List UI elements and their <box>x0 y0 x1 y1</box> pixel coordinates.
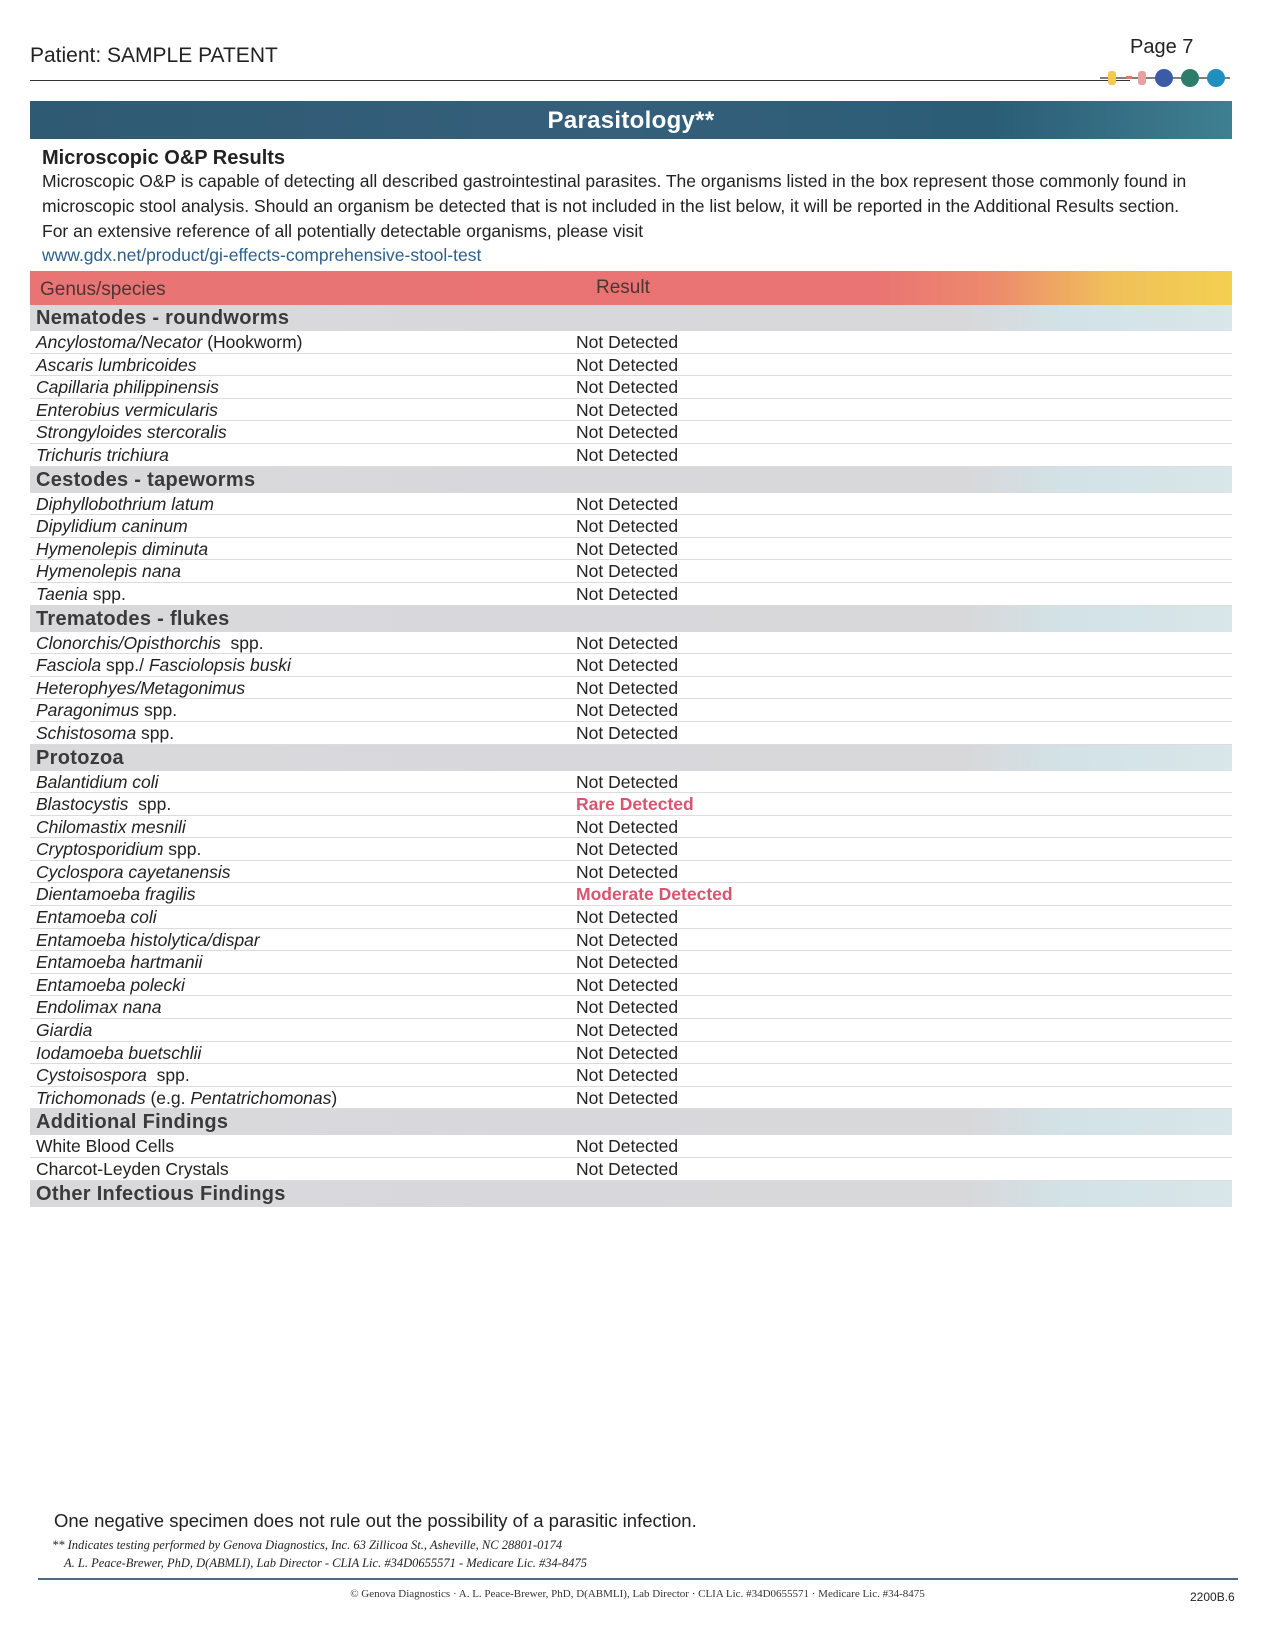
organism-name-plain: Charcot-Leyden Crystals <box>36 1159 229 1179</box>
organism-name <box>36 516 188 537</box>
category-title: Nematodes - roundworms <box>36 307 290 329</box>
organism-name-plain: spp. <box>163 839 202 860</box>
organism-name <box>36 907 157 928</box>
organism-name <box>36 997 162 1018</box>
disclaimer-note: One negative specimen does not rule out the possibility of a parasitic infection. <box>54 1510 697 1531</box>
result-value: Not Detected <box>576 493 679 514</box>
organism-name-italic: Iodamoeba buetschlii <box>36 1042 202 1063</box>
testing-note: ** Indicates testing performed by Genova Diagnostics, Inc. 63 Zillicoa St., Asheville, NC 28801-0174 <box>52 1538 563 1552</box>
genus-column-header: Genus/species <box>40 279 166 300</box>
organism-name <box>36 678 245 699</box>
result-value: Not Detected <box>576 839 679 860</box>
organism-name-italic: Entamoeba coli <box>36 907 157 928</box>
result-value: Not Detected <box>576 929 679 950</box>
category-header <box>30 305 1232 331</box>
organism-name-plain: (e.g. <box>145 1087 191 1108</box>
category-header <box>30 1181 1232 1207</box>
organism-name <box>36 1065 190 1086</box>
organism-name <box>36 355 196 376</box>
table-row <box>30 1042 1232 1065</box>
organism-name <box>36 655 291 676</box>
category-title: Additional Findings <box>36 1111 229 1134</box>
organism-name-italic: Diphyllobothrium latum <box>36 493 214 514</box>
header-divider <box>30 80 1130 81</box>
organism-name <box>36 1088 337 1109</box>
category-title: Cestodes - tapeworms <box>36 468 256 491</box>
result-value: Not Detected <box>576 516 679 537</box>
organism-name-plain: ) <box>331 1087 338 1108</box>
table-row <box>30 1064 1232 1087</box>
result-value: Not Detected <box>576 422 679 443</box>
organism-name <box>36 772 159 793</box>
table-row <box>30 583 1232 606</box>
organism-name-italic: Giardia <box>36 1020 93 1041</box>
organism-name <box>36 400 218 421</box>
category-header <box>30 606 1232 632</box>
organism-name-italic: Fasciola <box>36 655 102 676</box>
table-row <box>30 929 1232 952</box>
table-row <box>30 399 1232 422</box>
organism-name-italic: Dipylidium caninum <box>36 516 188 537</box>
result-flagged: Rare Detected <box>576 794 694 815</box>
organism-name <box>36 539 208 560</box>
organism-name-plain: spp. <box>146 1065 190 1086</box>
organism-name-italic: Trichomonads <box>36 1087 146 1108</box>
table-row <box>30 771 1232 794</box>
table-row <box>30 883 1232 906</box>
organism-name <box>36 952 202 973</box>
organism-name-plain: spp./ <box>101 655 149 676</box>
organism-name-italic: Pentatrichomonas <box>190 1087 332 1108</box>
result-value: Not Detected <box>576 861 679 882</box>
organism-name <box>36 884 196 905</box>
organism-name <box>36 930 260 951</box>
organism-name-italic: Hymenolepis diminuta <box>36 538 209 559</box>
reference-link[interactable]: www.gdx.net/product/gi-effects-comprehensive-stool-test <box>42 245 482 265</box>
page-number: Page 7 <box>1130 36 1194 58</box>
organism-name <box>36 700 177 721</box>
organism-name-plain: spp. <box>220 632 264 653</box>
result-value: Not Detected <box>576 332 679 352</box>
result-value: Not Detected <box>576 377 679 398</box>
result-value: Not Detected <box>576 354 679 375</box>
organism-name <box>36 1136 174 1157</box>
result-value: Not Detected <box>576 632 679 653</box>
organism-name <box>36 794 171 815</box>
result-flagged: Moderate Detected <box>576 884 733 905</box>
organism-name-plain: spp. <box>128 794 172 815</box>
table-row <box>30 515 1232 538</box>
organism-name-italic: Ancylostoma/Necator <box>36 332 203 352</box>
table-row <box>30 560 1232 583</box>
organism-name-italic: Enterobius vermicularis <box>36 399 218 420</box>
organism-name-italic: Hymenolepis nana <box>36 561 181 582</box>
organism-name <box>36 377 219 398</box>
table-row <box>30 793 1232 816</box>
banner-title: Parasitology** <box>547 107 715 134</box>
table-row <box>30 1158 1232 1181</box>
organism-name-plain: spp. <box>87 583 126 604</box>
genova-logo-icon <box>1100 67 1235 89</box>
table-row <box>30 951 1232 974</box>
result-value: Not Detected <box>576 974 679 995</box>
organism-name-italic: Trichuris trichiura <box>36 444 169 465</box>
organism-name-italic: Chilomastix mesnili <box>36 816 186 837</box>
table-row <box>30 861 1232 884</box>
category-title: Trematodes - flukes <box>36 607 230 630</box>
organism-name-italic: Cryptosporidium <box>36 839 164 860</box>
organism-name-italic: Schistosoma <box>36 722 137 743</box>
organism-name-italic: Cystoisospora <box>36 1065 147 1086</box>
organism-name <box>36 445 169 466</box>
organism-name <box>36 494 214 515</box>
result-value: Not Detected <box>576 997 679 1018</box>
result-value: Not Detected <box>576 771 679 792</box>
organism-name-italic: Strongyloides stercoralis <box>36 422 227 443</box>
organism-name-italic: Blastocystis <box>36 794 129 815</box>
organism-name-plain: spp. <box>139 700 178 721</box>
organism-name-italic: Entamoeba histolytica/dispar <box>36 929 260 950</box>
result-value: Not Detected <box>576 583 679 604</box>
table-header <box>30 271 1232 305</box>
result-value: Not Detected <box>576 952 679 973</box>
table-row <box>30 1135 1232 1158</box>
table-row <box>30 677 1232 700</box>
organism-name-italic: Dientamoeba fragilis <box>36 884 196 905</box>
category-header <box>30 745 1232 771</box>
organism-name-italic: Entamoeba hartmanii <box>36 952 203 973</box>
micro-title: Microscopic O&P Results <box>42 147 286 169</box>
patient-name: Patient: SAMPLE PATENT <box>30 44 278 67</box>
organism-name <box>36 723 174 744</box>
table-body <box>30 305 1232 1207</box>
result-value: Not Detected <box>576 1020 679 1041</box>
organism-name <box>36 975 185 996</box>
director-note: A. L. Peace-Brewer, PhD, D(ABMLI), Lab Director - CLIA Lic. #34D0655571 - Medicare Lic. #34-8475 <box>64 1556 587 1570</box>
organism-name-italic: Cyclospora cayetanensis <box>36 861 231 882</box>
result-value: Not Detected <box>576 722 679 743</box>
table-row <box>30 838 1232 861</box>
footer-credit: © Genova Diagnostics · A. L. Peace-Brewer, PhD, D(ABMLI), Lab Director · CLIA Lic. #34D0655571 · Medicare Lic. #34-8475 <box>350 1588 925 1600</box>
form-number: 2200B.6 <box>1190 1590 1235 1604</box>
table-row <box>30 421 1232 444</box>
organism-name <box>36 561 181 582</box>
result-value: Not Detected <box>576 677 679 698</box>
table-row <box>30 906 1232 929</box>
organism-name-italic: Taenia <box>36 583 88 604</box>
result-value: Not Detected <box>576 1065 679 1086</box>
table-row <box>30 654 1232 677</box>
table-row <box>30 376 1232 399</box>
table-row <box>30 1019 1232 1042</box>
organism-name-plain: spp. <box>136 722 175 743</box>
table-row <box>30 354 1232 377</box>
table-row <box>30 699 1232 722</box>
organism-name <box>36 633 264 654</box>
result-column-header: Result <box>596 277 650 298</box>
result-value: Not Detected <box>576 1136 679 1157</box>
organism-name <box>36 817 186 838</box>
organism-name <box>36 1159 229 1180</box>
table-row <box>30 632 1232 655</box>
result-value: Not Detected <box>576 700 679 721</box>
organism-name-italic: Fasciolopsis buski <box>148 655 291 676</box>
organism-name <box>36 862 231 883</box>
organism-name <box>36 584 126 605</box>
organism-name-italic: Balantidium coli <box>36 771 159 792</box>
category-header <box>30 1109 1232 1135</box>
result-value: Not Detected <box>576 816 679 837</box>
table-row <box>30 444 1232 467</box>
result-value: Not Detected <box>576 444 679 465</box>
result-value: Not Detected <box>576 399 679 420</box>
result-value: Not Detected <box>576 907 679 928</box>
category-title: Other Infectious Findings <box>36 1182 286 1205</box>
table-row <box>30 1087 1232 1110</box>
table-row <box>30 493 1232 516</box>
organism-name-italic: Entamoeba polecki <box>36 974 185 995</box>
organism-name-plain: White Blood Cells <box>36 1136 175 1157</box>
table-row <box>30 974 1232 997</box>
result-value: Not Detected <box>576 1042 679 1063</box>
organism-name <box>36 422 227 443</box>
micro-description: Microscopic O&P is capable of detecting all described gastrointestinal parasites. The organisms listed in the box represent those commonly found in microscopic stool analysis. Should an organism be detected that is not included in the list below, it will be reported in the Additional Results section. For an extensive reference of all potentially detectable organisms, please visit <box>42 171 1187 241</box>
organism-name-italic: Ascaris lumbricoides <box>36 354 197 375</box>
result-value: Not Detected <box>576 538 679 559</box>
organism-name <box>36 1020 92 1041</box>
organism-name-italic: Endolimax nana <box>36 997 162 1018</box>
organism-name <box>36 332 302 353</box>
organism-name-italic: Capillaria philippinensis <box>36 377 219 398</box>
section-banner <box>30 101 1232 139</box>
footer-divider <box>38 1578 1238 1580</box>
organism-name-italic: Heterophyes/Metagonimus <box>36 677 246 698</box>
table-row <box>30 816 1232 839</box>
result-value: Not Detected <box>576 561 679 582</box>
organism-name <box>36 1043 201 1064</box>
table-row <box>30 996 1232 1019</box>
table-row <box>30 331 1232 354</box>
organism-name-italic: Clonorchis/Opisthorchis <box>36 632 221 653</box>
results-table <box>30 271 1232 1207</box>
category-title: Protozoa <box>36 746 124 769</box>
result-value: Not Detected <box>576 655 679 676</box>
result-value: Not Detected <box>576 1087 679 1108</box>
table-row <box>30 722 1232 745</box>
organism-name-italic: Paragonimus <box>36 700 140 721</box>
category-header <box>30 467 1232 493</box>
organism-name <box>36 839 201 860</box>
result-value: Not Detected <box>576 1159 679 1179</box>
organism-name-plain: (Hookworm) <box>202 332 303 352</box>
table-row <box>30 538 1232 561</box>
